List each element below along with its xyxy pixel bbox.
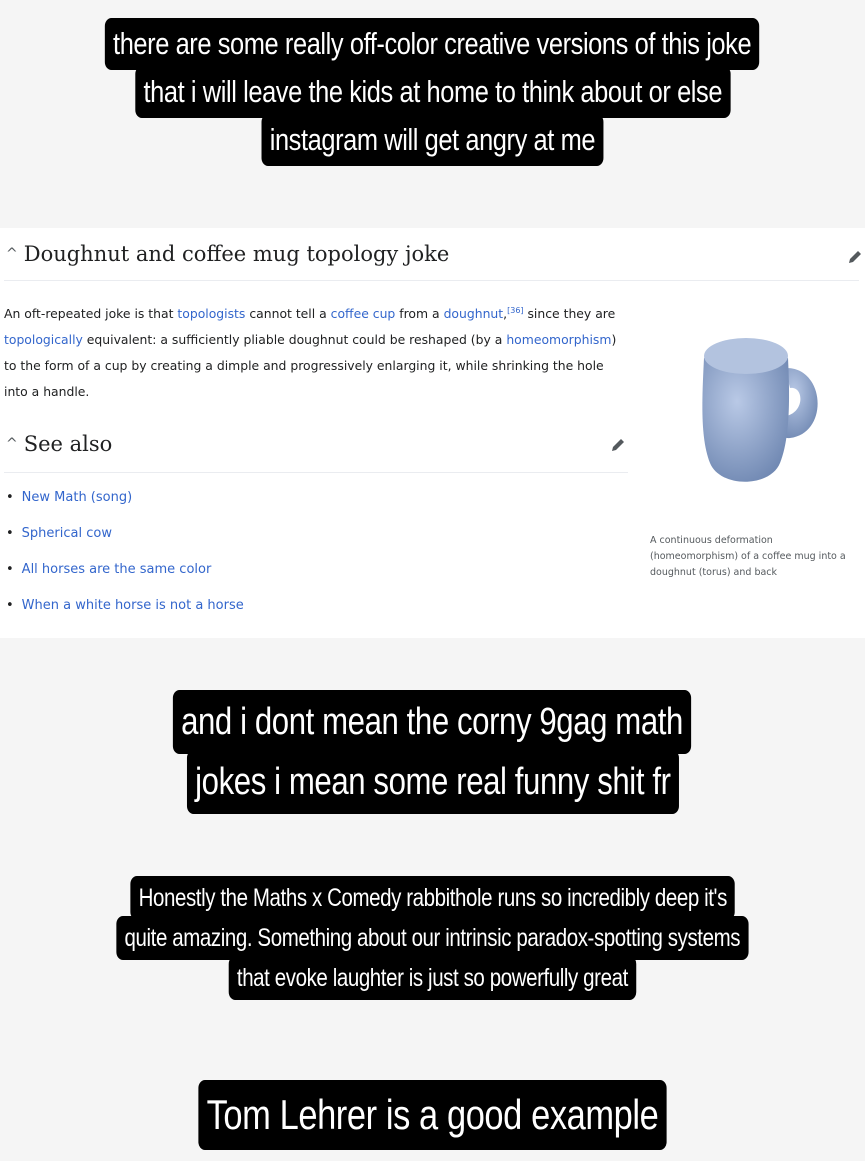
text: , (503, 306, 508, 322)
caption-line: Tom Lehrer is a good example (198, 1080, 666, 1150)
list-item[interactable] (6, 522, 244, 558)
see-also-link[interactable]: All horses are the same color (21, 562, 212, 577)
link-topologists[interactable]: topologists (177, 306, 246, 322)
text: ) to the form of a cup by creating a dimple and progressively enlarging it, while shrinking the hole into a handle. (4, 332, 617, 400)
figure-caption: A continuous deformation (homeomorphism) of a coffee mug into a doughnut (torus) and back (650, 535, 846, 578)
text: from a (395, 306, 444, 322)
link-coffee-cup[interactable]: coffee cup (330, 306, 396, 322)
list-item[interactable] (6, 558, 244, 594)
see-also-link[interactable]: New Math (song) (21, 490, 133, 505)
edit-pencil-icon[interactable] (846, 248, 864, 266)
caption-lower (0, 876, 865, 996)
caption-top (0, 18, 865, 162)
section-title: Doughnut and coffee mug topology joke (23, 242, 450, 266)
see-also-heading[interactable] (6, 432, 112, 456)
see-also-link[interactable]: Spherical cow (21, 526, 112, 541)
edit-pencil-icon[interactable] (609, 436, 627, 454)
caption-line: Honestly the Maths x Comedy rabbithole runs so incredibly deep it's (130, 876, 735, 920)
caption-bottom (0, 1080, 865, 1146)
caption-line: quite amazing. Something about our intrinsic paradox-spotting systems (117, 916, 749, 960)
link-homeomorphism[interactable]: homeomorphism (506, 332, 612, 348)
link-topologically[interactable]: topologically (4, 332, 83, 348)
heading-divider (4, 472, 628, 473)
text: cannot tell a (245, 306, 331, 322)
section-heading[interactable] (6, 242, 449, 266)
chevron-up-icon[interactable]: ^ (6, 246, 18, 262)
wikipedia-excerpt (0, 228, 865, 638)
text: An oft-repeated joke is that (4, 306, 178, 322)
caption-line: there are some really off-color creative versions of this joke (105, 18, 760, 70)
see-also-link[interactable]: When a white horse is not a horse (21, 598, 244, 613)
coffee-mug-torus-image (690, 328, 830, 493)
caption-line: and i dont mean the corny 9gag math (173, 690, 691, 754)
heading-divider (4, 280, 859, 281)
text: since they are (523, 306, 616, 322)
text: equivalent: a sufficiently pliable doughnut could be reshaped (by a (82, 332, 507, 348)
article-paragraph (4, 298, 628, 405)
chevron-up-icon[interactable]: ^ (6, 436, 18, 452)
reference-link[interactable]: [36] (507, 306, 524, 315)
see-also-list (6, 486, 244, 630)
see-also-title: See also (23, 432, 113, 456)
caption-line: that i will leave the kids at home to think about or else (135, 66, 730, 118)
caption-line: jokes i mean some real funny shit fr (187, 750, 679, 814)
caption-line: that evoke laughter is just so powerfully great (229, 956, 636, 1000)
list-item[interactable] (6, 486, 244, 522)
link-doughnut[interactable]: doughnut (443, 306, 504, 322)
caption-middle (0, 690, 865, 810)
caption-line: instagram will get angry at me (262, 114, 604, 166)
list-item[interactable] (6, 594, 244, 630)
